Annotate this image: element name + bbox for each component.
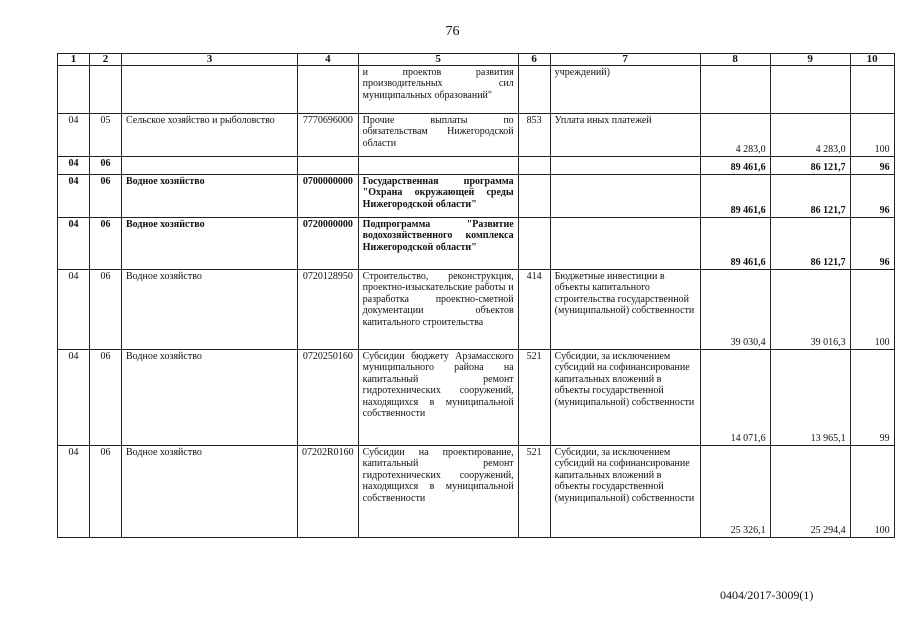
col-header: 8 (700, 54, 770, 66)
cell-col-1: 04 (58, 350, 90, 446)
cell-col-3: Водное хозяйство (122, 446, 298, 538)
cell-col-5: Субсидии бюджету Арзамасского муниципального района на капитальный ремонт гидротехнических сооружений, находящихся в муниципальной собственности (358, 350, 518, 446)
cell-col-3: Водное хозяйство (122, 270, 298, 350)
cell-col-4: 7770696000 (298, 114, 359, 157)
cell-col-1: 04 (58, 446, 90, 538)
cell-col-6 (518, 218, 550, 270)
cell-col-7 (550, 157, 700, 175)
cell-col-4: 07202R0160 (298, 446, 359, 538)
cell-col-5: Субсидии на проектирование, капитальный ремонт гидротехнических сооружений, находящихся в муниципальной собственности (358, 446, 518, 538)
cell-col-2: 06 (90, 157, 122, 175)
cell-col-6 (518, 157, 550, 175)
table-row (58, 66, 895, 114)
cell-col-5: Государственная программа "Охрана окружающей среды Нижегородской области" (358, 175, 518, 218)
table-row (58, 218, 895, 270)
table-row (58, 114, 895, 157)
document-code: 0404/2017-3009(1) (720, 588, 814, 602)
cell-col-10: 96 (850, 175, 894, 218)
cell-col-2: 06 (90, 270, 122, 350)
cell-col-10 (850, 66, 894, 114)
cell-col-1 (58, 66, 90, 114)
cell-col-4: 0720000000 (298, 218, 359, 270)
cell-col-8: 89 461,6 (700, 175, 770, 218)
cell-col-7: Бюджетные инвестиции в объекты капитального строительства государственной (муниципальной) собственности (550, 270, 700, 350)
cell-col-3: Водное хозяйство (122, 175, 298, 218)
cell-col-2 (90, 66, 122, 114)
cell-col-7: учреждений) (550, 66, 700, 114)
cell-col-9: 39 016,3 (770, 270, 850, 350)
cell-col-6: 521 (518, 350, 550, 446)
cell-col-6: 853 (518, 114, 550, 157)
col-header: 6 (518, 54, 550, 66)
cell-col-10: 100 (850, 114, 894, 157)
cell-col-8: 39 030,4 (700, 270, 770, 350)
col-header: 10 (850, 54, 894, 66)
cell-col-5 (358, 157, 518, 175)
cell-col-4: 0720128950 (298, 270, 359, 350)
col-header: 2 (90, 54, 122, 66)
cell-col-4: 0700000000 (298, 175, 359, 218)
cell-col-4 (298, 157, 359, 175)
cell-col-9: 86 121,7 (770, 218, 850, 270)
cell-col-1: 04 (58, 175, 90, 218)
cell-col-2: 05 (90, 114, 122, 157)
cell-col-8: 89 461,6 (700, 157, 770, 175)
col-header: 3 (122, 54, 298, 66)
cell-col-8: 25 326,1 (700, 446, 770, 538)
col-header: 1 (58, 54, 90, 66)
cell-col-10: 96 (850, 157, 894, 175)
cell-col-9 (770, 66, 850, 114)
table-row (58, 350, 895, 446)
table-row (58, 270, 895, 350)
cell-col-2: 06 (90, 175, 122, 218)
cell-col-1: 04 (58, 218, 90, 270)
cell-col-7: Субсидии, за исключением субсидий на софинансирование капитальных вложений в объекты государственной (муниципальной) собственности (550, 446, 700, 538)
cell-col-2: 06 (90, 218, 122, 270)
cell-col-9: 86 121,7 (770, 175, 850, 218)
page-number: 76 (445, 24, 460, 39)
cell-col-9: 4 283,0 (770, 114, 850, 157)
cell-col-8 (700, 66, 770, 114)
cell-col-1: 04 (58, 270, 90, 350)
cell-col-6: 521 (518, 446, 550, 538)
cell-col-10: 100 (850, 446, 894, 538)
cell-col-2: 06 (90, 446, 122, 538)
cell-col-7 (550, 218, 700, 270)
cell-col-1: 04 (58, 157, 90, 175)
cell-col-10: 100 (850, 270, 894, 350)
col-header: 5 (358, 54, 518, 66)
cell-col-2: 06 (90, 350, 122, 446)
cell-col-7 (550, 175, 700, 218)
cell-col-10: 99 (850, 350, 894, 446)
col-header: 4 (298, 54, 359, 66)
cell-col-9: 13 965,1 (770, 350, 850, 446)
cell-col-5: и проектов развития производительных сил муниципальных образований" (358, 66, 518, 114)
cell-col-5: Строительство, реконструкция, проектно-изыскательские работы и разработка проектно-сметной документации объектов капитального строительства (358, 270, 518, 350)
cell-col-8: 89 461,6 (700, 218, 770, 270)
cell-col-4 (298, 66, 359, 114)
table-row (58, 446, 895, 538)
table-row (58, 157, 895, 175)
cell-col-8: 4 283,0 (700, 114, 770, 157)
cell-col-7: Уплата иных платежей (550, 114, 700, 157)
cell-col-6 (518, 175, 550, 218)
cell-col-4: 0720250160 (298, 350, 359, 446)
header-row (58, 54, 895, 66)
cell-col-5: Прочие выплаты по обязательствам Нижегородской области (358, 114, 518, 157)
cell-col-3 (122, 66, 298, 114)
cell-col-8: 14 071,6 (700, 350, 770, 446)
col-header: 9 (770, 54, 850, 66)
cell-col-3 (122, 157, 298, 175)
col-header: 7 (550, 54, 700, 66)
cell-col-3: Водное хозяйство (122, 218, 298, 270)
budget-table (57, 53, 895, 538)
cell-col-3: Водное хозяйство (122, 350, 298, 446)
cell-col-6: 414 (518, 270, 550, 350)
cell-col-9: 25 294,4 (770, 446, 850, 538)
cell-col-9: 86 121,7 (770, 157, 850, 175)
cell-col-5: Подпрограмма "Развитие водохозяйственного комплекса Нижегородской области" (358, 218, 518, 270)
cell-col-7: Субсидии, за исключением субсидий на софинансирование капитальных вложений в объекты государственной (муниципальной) собственности (550, 350, 700, 446)
table-row (58, 175, 895, 218)
cell-col-3: Сельское хозяйство и рыболовство (122, 114, 298, 157)
cell-col-6 (518, 66, 550, 114)
cell-col-1: 04 (58, 114, 90, 157)
cell-col-10: 96 (850, 218, 894, 270)
